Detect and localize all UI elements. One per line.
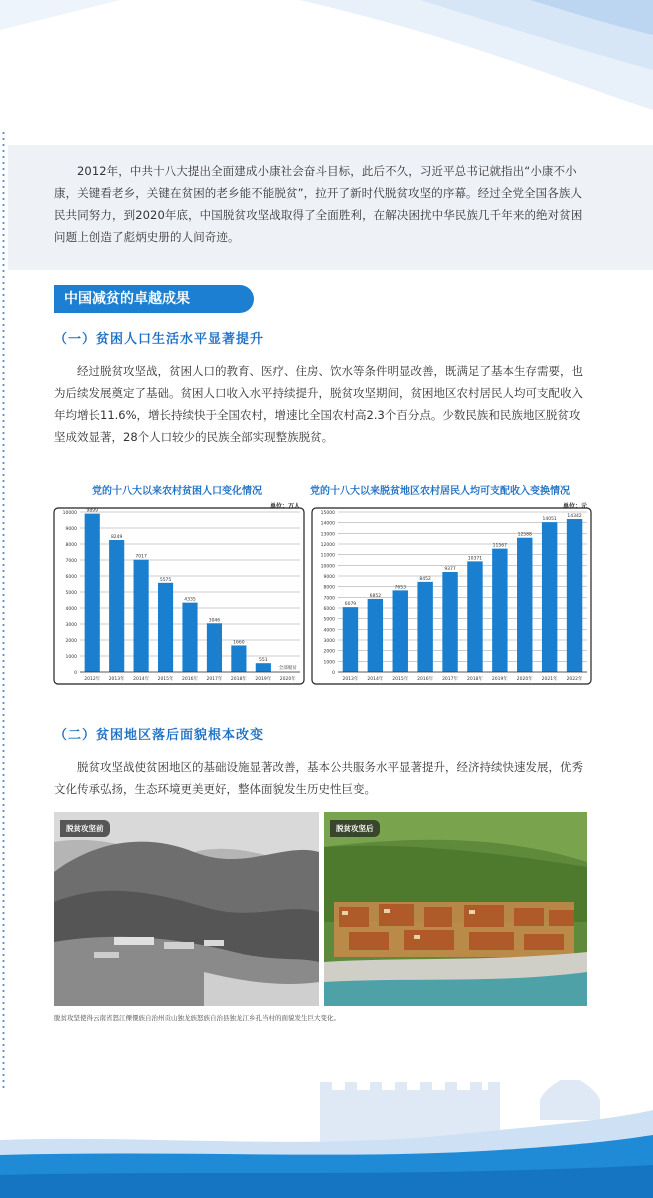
chart1-value-label: 1660 xyxy=(233,640,245,646)
footer-wave-decoration xyxy=(0,1080,653,1198)
before-photo-label: 脱贫攻坚前 xyxy=(60,820,110,837)
chart1-x-tick-label: 2012年 xyxy=(84,677,101,682)
chart1-x-tick-label: 2015年 xyxy=(157,677,174,682)
chart2-bar xyxy=(517,538,532,672)
chart2-y-tick-label: 6000 xyxy=(323,607,335,612)
chart1-value-label: 全部脱贫 xyxy=(278,666,297,671)
chart2-y-tick-label: 11000 xyxy=(320,553,335,559)
header-wave-decoration xyxy=(0,0,653,150)
part1-heading: （一）贫困人口生活水平显著提升 xyxy=(54,332,265,347)
chart2-title: 党的十八大以来脱贫地区农村居民人均可支配收入变换情况 xyxy=(310,486,570,497)
chart2-y-tick-label: 9000 xyxy=(323,575,335,580)
chart2-y-tick-label: 10000 xyxy=(320,564,335,570)
chart1-y-tick-label: 9000 xyxy=(65,527,77,532)
chart2-rural-income xyxy=(310,496,593,686)
chart1-x-tick-label: 2020年 xyxy=(279,677,296,682)
chart2-y-tick-label: 8000 xyxy=(323,585,335,591)
before-photo xyxy=(54,812,319,1006)
chart1-y-tick-label: 3000 xyxy=(65,623,77,628)
chart2-x-tick-label: 2016年 xyxy=(417,677,434,682)
chart2-y-tick-label: 15000 xyxy=(320,511,335,516)
chart1-poverty-population xyxy=(52,496,306,686)
chart1-value-label: 9899 xyxy=(86,508,98,514)
chart1-x-tick-label: 2017年 xyxy=(206,677,223,682)
chart2-y-tick-label: 12000 xyxy=(320,543,335,548)
chart2-y-tick-label: 13000 xyxy=(320,532,335,538)
chart1-unit-label: 单位：万人 xyxy=(269,503,300,510)
chart1-x-tick-label: 2014年 xyxy=(133,677,150,682)
chart1-x-tick-label: 2019年 xyxy=(255,677,272,682)
chart2-y-tick-label: 3000 xyxy=(323,639,335,644)
chart2-value-label: 10371 xyxy=(467,556,483,562)
chart2-y-tick-label: 7000 xyxy=(323,596,335,602)
chart1-y-tick-label: 0 xyxy=(74,671,77,676)
chart1-bar xyxy=(134,560,149,672)
chart2-y-tick-label: 5000 xyxy=(323,617,335,623)
chart2-bar xyxy=(368,599,383,672)
chart2-y-tick-label: 2000 xyxy=(323,649,335,655)
chart2-y-tick-label: 1000 xyxy=(323,660,335,666)
part2-heading: （二）贫困地区落后面貌根本改变 xyxy=(54,728,265,743)
chart2-value-label: 6079 xyxy=(344,602,357,608)
chart2-value-label: 7653 xyxy=(394,585,406,591)
chart1-bar xyxy=(182,603,197,672)
chart1-x-tick-label: 2016年 xyxy=(182,677,198,682)
chart2-bar xyxy=(343,607,358,672)
chart2-value-label: 14051 xyxy=(542,517,557,523)
section-title-banner: 中国减贫的卓越成果 xyxy=(54,285,254,313)
chart2-bar xyxy=(567,519,582,672)
photo-caption: 脱贫攻坚使得云南省怒江傈僳族自治州贡山独龙族怒族自治县独龙江乡孔当村的面貌发生巨大变化。 xyxy=(54,1014,340,1022)
chart1-value-label: 3046 xyxy=(208,618,221,624)
chart2-x-tick-label: 2014年 xyxy=(367,677,384,682)
chart1-y-tick-label: 6000 xyxy=(65,575,77,580)
chart2-bar xyxy=(542,522,557,672)
chart1-bar xyxy=(85,514,100,672)
chart2-bar xyxy=(492,549,507,672)
chart2-x-tick-label: 2022年 xyxy=(566,677,583,682)
chart1-bar xyxy=(207,623,222,672)
chart1-value-label: 4335 xyxy=(184,597,196,603)
chart1-y-tick-label: 4000 xyxy=(65,607,77,612)
chart1-y-tick-label: 1000 xyxy=(65,655,77,660)
chart1-bar xyxy=(109,540,124,672)
chart1-value-label: 551 xyxy=(259,658,268,664)
after-village-image xyxy=(324,812,587,1006)
part1-paragraph: 经过脱贫攻坚战，贫困人口的教育、医疗、住房、饮水等条件明显改善，既满足了基本生存需要，也为后续发展奠定了基础。贫困人口收入水平持续提升，脱贫攻坚期间，贫困地区农村居民人均可支配收入年均增长11.6%，增长持续快于全国农村，增速比全国农村高2.3个百分点。少数民族和民族地区脱贫攻坚成效显著，28个人口较少的民族全部实现整族脱贫。 xyxy=(54,364,583,444)
chart2-value-label: 11567 xyxy=(492,543,508,549)
chart2-value-label: 6852 xyxy=(369,593,382,599)
chart2-unit-label: 单位：元 xyxy=(562,503,587,510)
chart1-y-tick-label: 10000 xyxy=(62,511,77,516)
chart1-x-tick-label: 2018年 xyxy=(230,677,247,682)
chart2-x-tick-label: 2013年 xyxy=(342,677,359,682)
after-photo-label: 脱贫攻坚后 xyxy=(330,820,380,837)
chart2-y-tick-label: 14000 xyxy=(320,521,335,527)
chart2-x-tick-label: 2021年 xyxy=(541,677,558,682)
chart1-y-tick-label: 5000 xyxy=(65,591,77,596)
chart2-x-tick-label: 2017年 xyxy=(442,677,459,682)
chart2-value-label: 12588 xyxy=(517,532,532,538)
chart1-y-tick-label: 8000 xyxy=(65,543,77,548)
chart1-y-tick-label: 7000 xyxy=(65,559,77,564)
chart1-bar xyxy=(256,663,271,672)
chart2-bar xyxy=(442,572,457,672)
intro-paragraph: 2012年，中共十八大提出全面建成小康社会奋斗目标，此后不久，习近平总书记就指出“小康不小康，关键看老乡，关键在贫困的老乡能不能脱贫”，拉开了新时代脱贫攻坚的序幕。经过全党全国各族人民共同努力，到2020年底，中国脱贫攻坚战取得了全面胜利，在解决困扰中华民族几千年来的绝对贫困问题上创造了彪炳史册的人间奇迹。 xyxy=(54,164,583,244)
part2-paragraph: 脱贫攻坚战使贫困地区的基础设施显著改善，基本公共服务水平显著提升，经济持续快速发展，优秀文化传承弘扬，生态环境更美更好，整体面貌发生历史性巨变。 xyxy=(54,760,583,796)
chart1-title: 党的十八大以来农村贫困人口变化情况 xyxy=(92,486,262,497)
chart1-bar xyxy=(231,645,246,672)
chart2-bar xyxy=(467,561,482,672)
chart2-bar xyxy=(417,582,432,672)
chart2-x-tick-label: 2020年 xyxy=(516,677,533,682)
chart2-x-tick-label: 2015年 xyxy=(392,677,409,682)
chart1-x-tick-label: 2013年 xyxy=(108,677,125,682)
chart2-value-label: 14342 xyxy=(567,514,582,520)
chart2-value-label: 8452 xyxy=(419,576,431,582)
after-photo xyxy=(324,812,587,1006)
chart2-x-tick-label: 2018年 xyxy=(466,677,483,682)
chart1-bar xyxy=(158,583,173,672)
before-landscape-image xyxy=(54,812,319,1006)
chart2-value-label: 9377 xyxy=(444,566,456,572)
chart2-y-tick-label: 4000 xyxy=(323,628,335,634)
chart2-x-tick-label: 2019年 xyxy=(491,677,508,682)
chart1-y-tick-label: 2000 xyxy=(65,639,77,644)
chart1-value-label: 5575 xyxy=(159,577,172,583)
chart2-bar xyxy=(393,590,408,672)
chart2-y-tick-label: 0 xyxy=(332,671,335,676)
left-dotted-border xyxy=(2,130,5,1090)
chart1-value-label: 8249 xyxy=(110,535,123,541)
chart1-value-label: 7017 xyxy=(135,554,147,560)
